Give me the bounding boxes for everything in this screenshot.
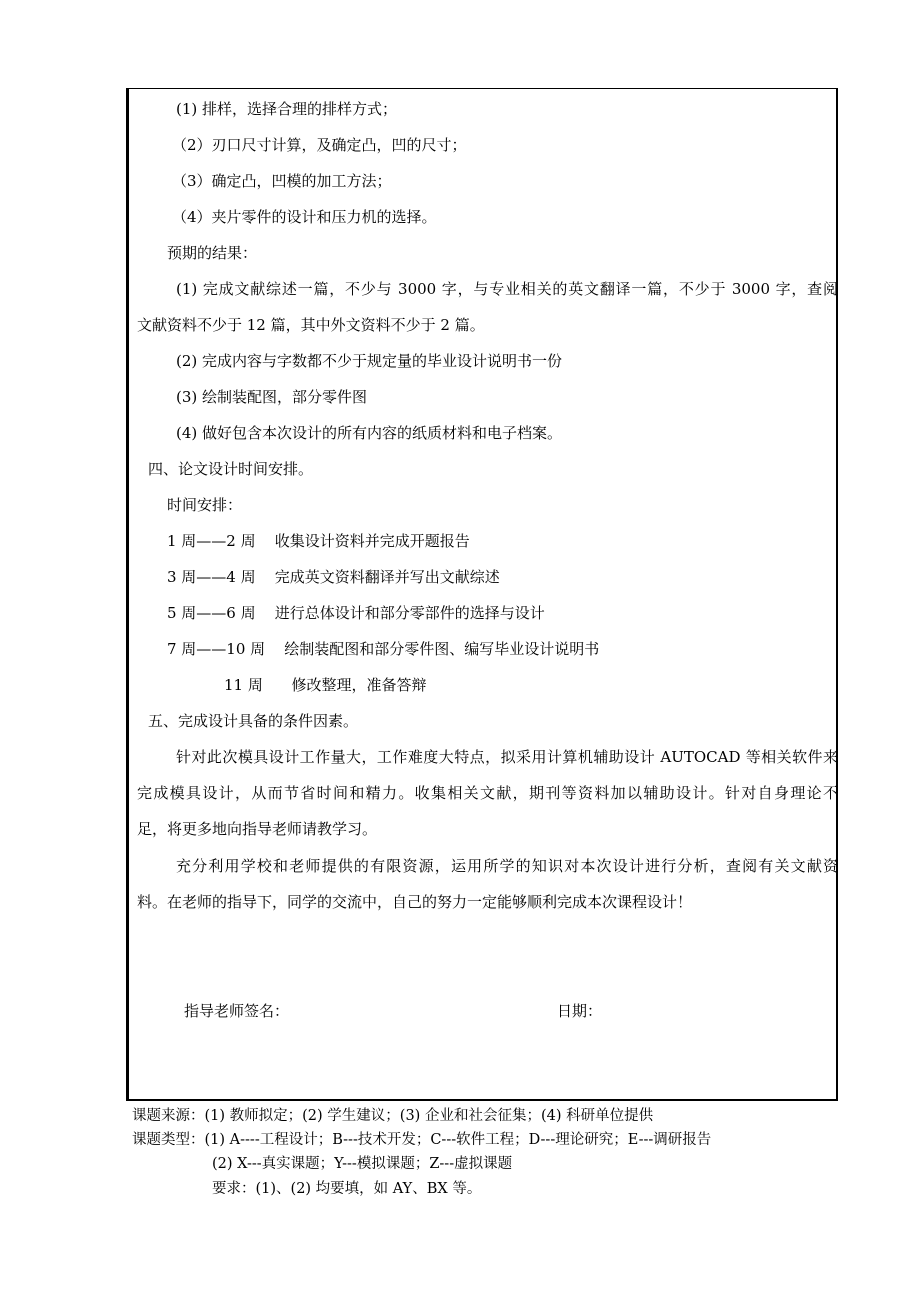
schedule-row-3: 5 周——6 周 进行总体设计和部分零部件的选择与设计: [167, 604, 545, 622]
paragraph-1-line-2: 完成模具设计，从而节省时间和精力。收集相关文献，期刊等资料加以辅助设计。针对自身理论不: [137, 784, 838, 802]
schedule-row-5: 11 周 修改整理，准备答辩: [224, 676, 427, 694]
paragraph-2-line-2: 料。在老师的指导下，同学的交流中，自己的努力一定能够顺利完成本次课程设计！: [137, 893, 693, 911]
section-4-title: 四、论文设计时间安排。: [148, 460, 314, 478]
process-item-1: (1) 排样，选择合理的排样方式；: [176, 100, 398, 118]
footer-topic-type-2: (2) X---真实课题；Y---模拟课题；Z---虚拟课题: [212, 1156, 513, 1172]
footer-topic-source: 课题来源：(1) 教师拟定；(2) 学生建议；(3) 企业和社会征集；(4) 科研单位提供: [132, 1108, 654, 1124]
process-item-4: （4）夹片零件的设计和压力机的选择。: [172, 208, 437, 226]
advisor-signature-label: 指导老师签名：: [184, 1002, 290, 1020]
paragraph-1-line-1: 针对此次模具设计工作量大，工作难度大特点，拟采用计算机辅助设计 AUTOCAD 等相关软件来: [176, 748, 838, 766]
schedule-row-2: 3 周——4 周 完成英文资料翻译并写出文献综述: [167, 568, 500, 586]
expected-item-3: (3) 绘制装配图，部分零件图: [176, 388, 368, 406]
section-5-title: 五、完成设计具备的条件因素。: [148, 712, 359, 730]
footer-requirement: 要求：(1)、(2) 均要填，如 AY、BX 等。: [212, 1181, 482, 1197]
form-frame: [126, 88, 838, 1101]
expected-item-1-line-2: 文献资料不少于 12 篇，其中外文资料不少于 2 篇。: [137, 316, 485, 334]
process-item-3: （3）确定凸，凹模的加工方法；: [172, 172, 392, 190]
process-item-2: （2）刃口尺寸计算，及确定凸，凹的尺寸；: [172, 136, 467, 154]
schedule-row-1: 1 周——2 周 收集设计资料并完成开题报告: [167, 532, 470, 550]
schedule-heading: 时间安排：: [167, 496, 243, 514]
date-label: 日期：: [557, 1002, 603, 1020]
paragraph-1-line-3: 足，将更多地向指导老师请教学习。: [137, 820, 378, 838]
expected-item-4: (4) 做好包含本次设计的所有内容的纸质材料和电子档案。: [176, 424, 563, 442]
paragraph-2-line-1: 充分利用学校和老师提供的有限资源，运用所学的知识对本次设计进行分析，查阅有关文献资: [176, 857, 838, 875]
expected-heading: 预期的结果：: [167, 244, 258, 262]
expected-item-2: (2) 完成内容与字数都不少于规定量的毕业设计说明书一份: [176, 352, 563, 370]
expected-item-1-line-1: (1) 完成文献综述一篇，不少与 3000 字，与专业相关的英文翻译一篇，不少于 3000 字，查阅: [176, 280, 838, 298]
footer-topic-type-1: 课题类型：(1) A----工程设计；B---技术开发；C---软件工程；D---理论研究；E---调研报告: [132, 1132, 712, 1148]
schedule-row-4: 7 周——10 周 绘制装配图和部分零件图、编写毕业设计说明书: [167, 640, 600, 658]
